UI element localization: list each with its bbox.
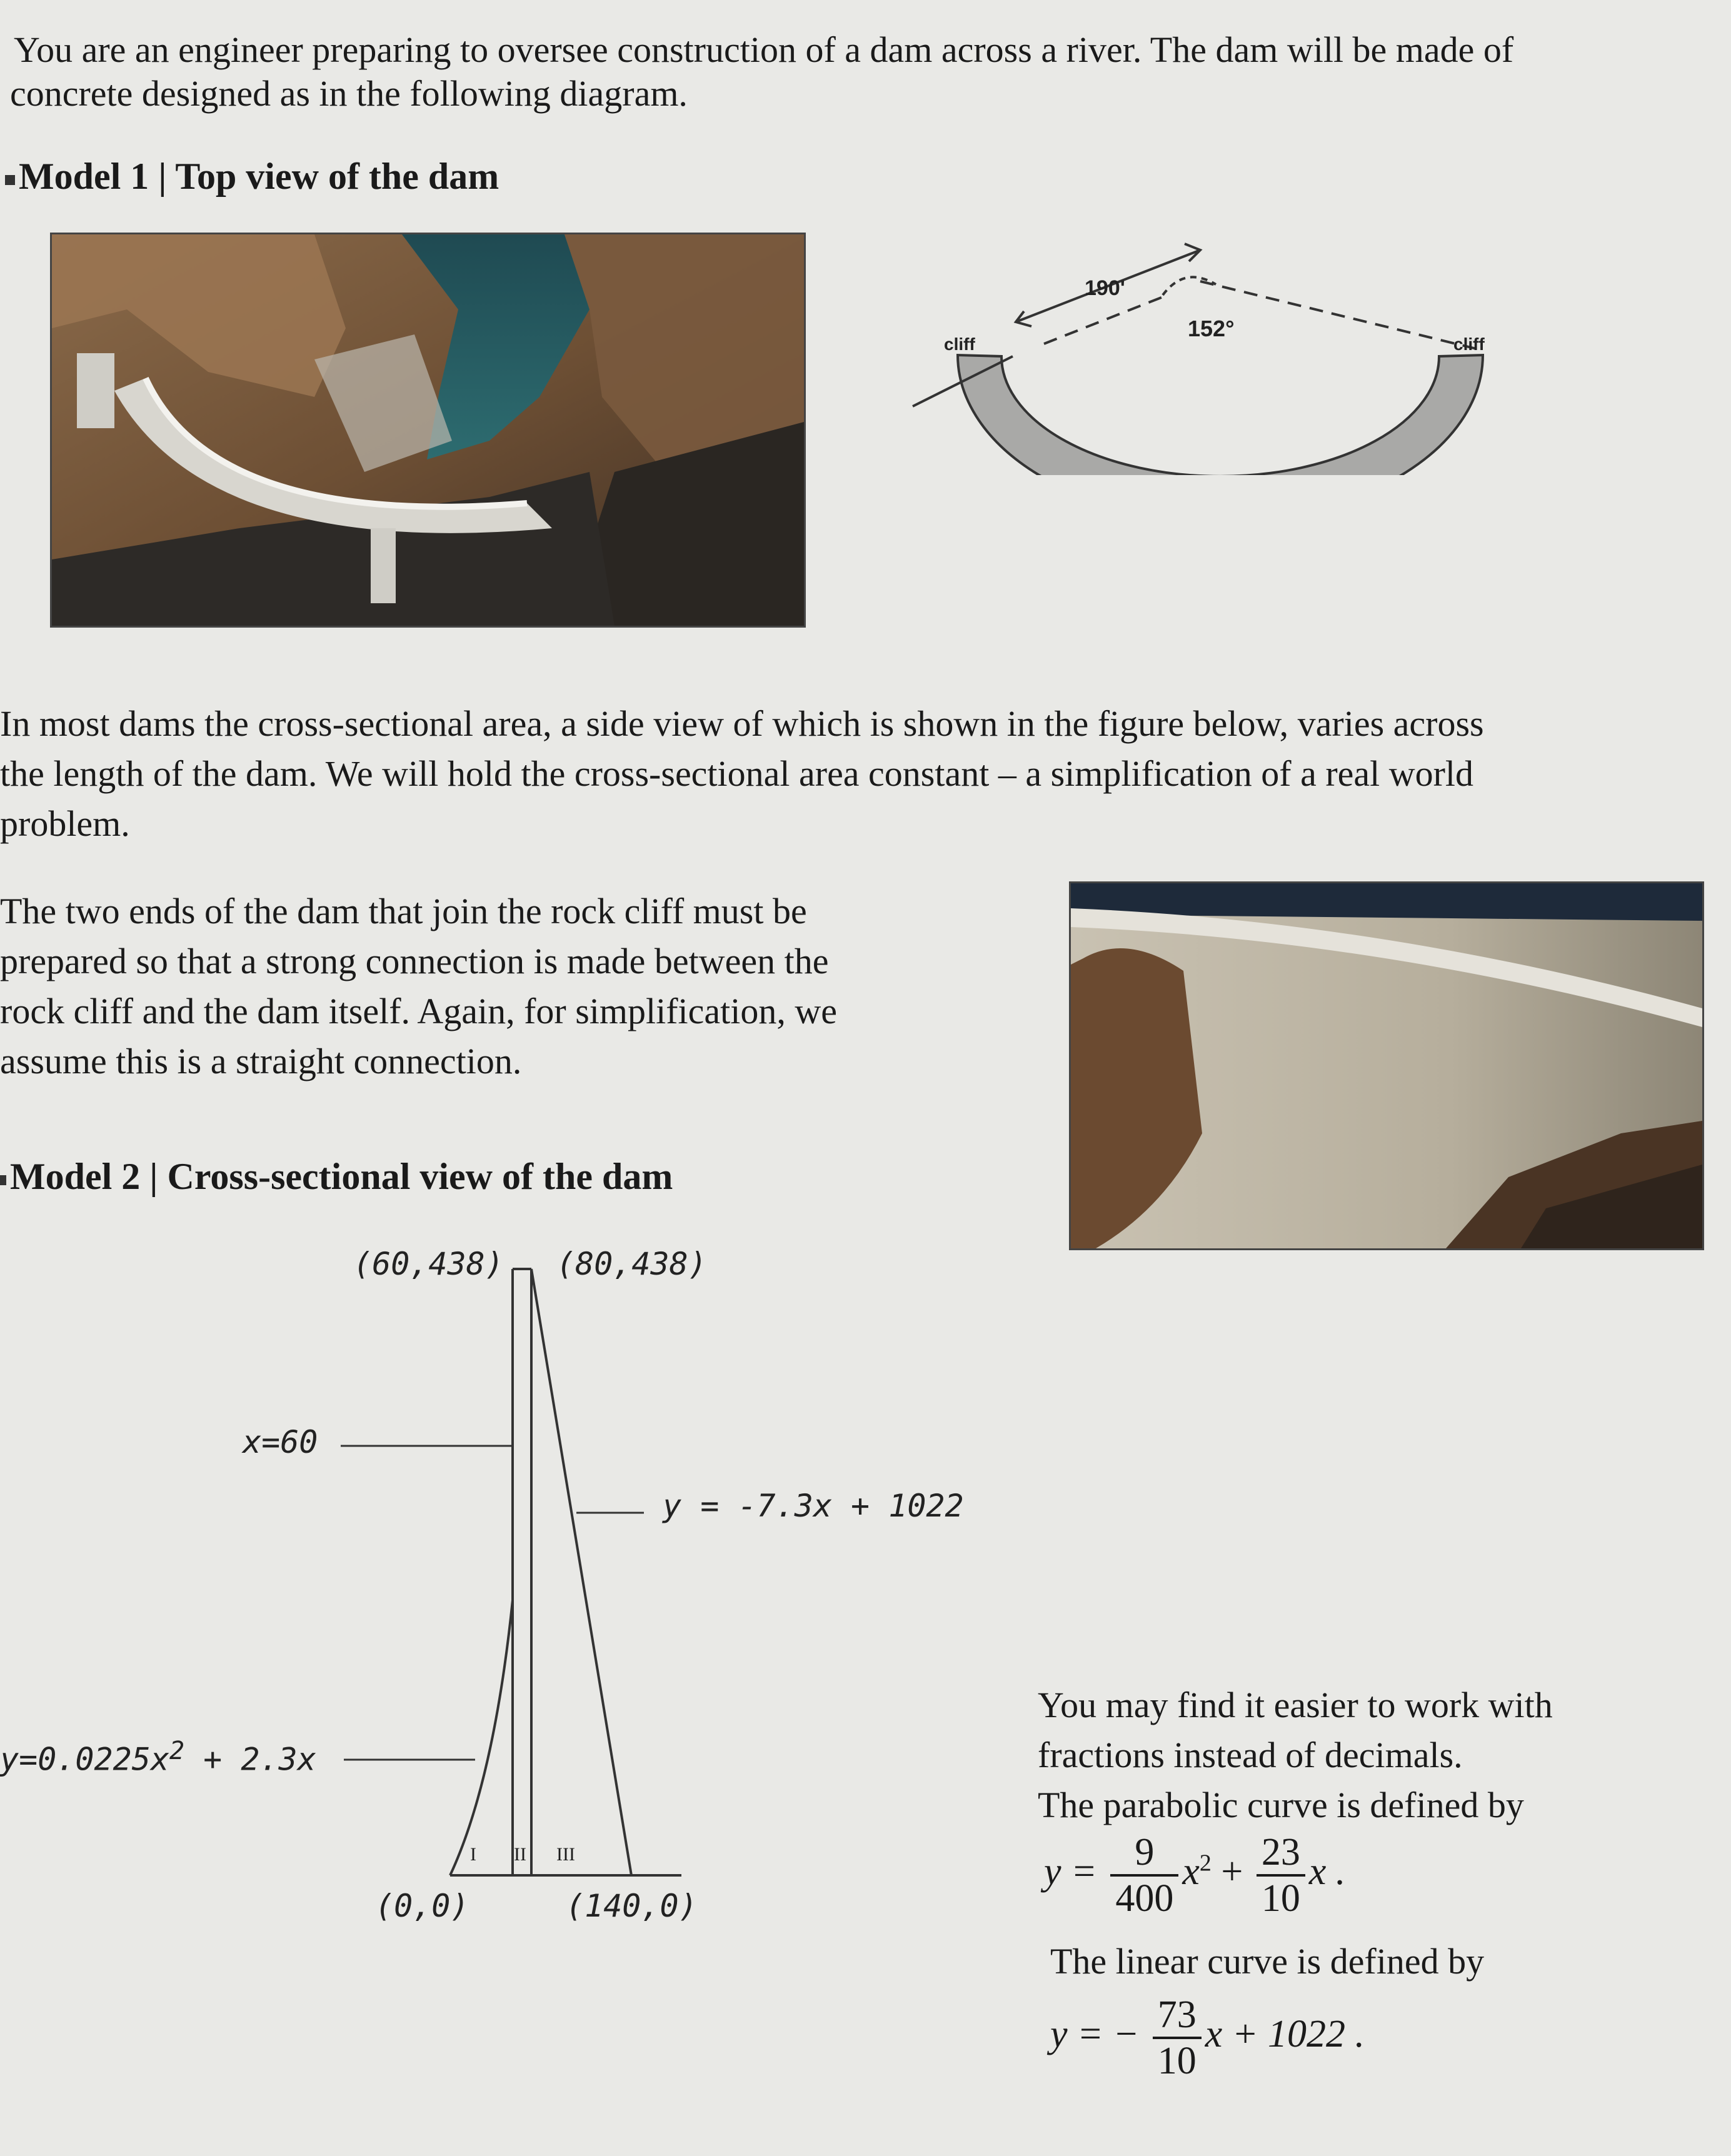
dam-face-photo bbox=[1069, 881, 1704, 1250]
parabola-eq-tail: + 2.3x bbox=[203, 1741, 316, 1778]
ends-text-line-3: rock cliff and the dam itself. Again, for simplification, we bbox=[0, 991, 838, 1031]
model2-heading-text: Model 2 | Cross-sectional view of the dam bbox=[10, 1156, 673, 1197]
dam-arc-shape bbox=[958, 355, 1483, 475]
region-2-label: II bbox=[514, 1844, 526, 1865]
linear-face bbox=[531, 1269, 631, 1875]
denominator: 400 bbox=[1115, 1877, 1174, 1920]
denominator: 10 bbox=[1157, 2040, 1197, 2082]
label-origin: (0,0) bbox=[375, 1888, 469, 1924]
fraction-9-400 bbox=[1110, 1830, 1178, 1920]
bullet-icon bbox=[5, 175, 15, 185]
x-variable-end: x . bbox=[1308, 1850, 1346, 1893]
numerator: 9 bbox=[1110, 1830, 1178, 1877]
length-label: 190' bbox=[1085, 276, 1125, 300]
section-text-line-1: In most dams the cross-sectional area, a side view of which is shown in the figure below, varies across bbox=[0, 703, 1484, 744]
linear-y: y = − bbox=[1050, 2013, 1140, 2056]
plus-sign: + bbox=[1221, 1850, 1243, 1893]
numerator: 23 bbox=[1257, 1830, 1305, 1877]
parabola-eq-exponent: 2 bbox=[169, 1737, 185, 1765]
left-cliff-label: cliff bbox=[944, 334, 975, 354]
bullet-icon bbox=[0, 1175, 6, 1185]
label-linear-eq: y = -7.3x + 1022 bbox=[663, 1488, 964, 1524]
linear-tail: x + 1022 . bbox=[1205, 2013, 1365, 2056]
model2-heading bbox=[0, 1155, 673, 1198]
model1-heading-text: Model 1 | Top view of the dam bbox=[19, 156, 499, 197]
hint-line-1: You may find it easier to work with bbox=[1038, 1685, 1553, 1725]
label-parabola-eq bbox=[0, 1737, 316, 1778]
label-top-right: (80,438) bbox=[556, 1246, 707, 1282]
intro-line-1: You are an engineer preparing to oversee construction of a dam across a river. The dam will be made of bbox=[14, 29, 1514, 70]
parabola-eq-main: y=0.0225x bbox=[0, 1741, 169, 1778]
top-view-diagram bbox=[900, 225, 1513, 475]
right-cliff-label: cliff bbox=[1453, 334, 1485, 354]
parabolic-face bbox=[450, 1600, 513, 1875]
chord-dashed-right bbox=[1200, 281, 1482, 350]
parabola-y: y = bbox=[1044, 1850, 1097, 1893]
hint-line-2: fractions instead of decimals. bbox=[1038, 1735, 1463, 1775]
intro-line-2: concrete designed as in the following diagram. bbox=[10, 73, 688, 114]
angle-arc bbox=[1163, 277, 1216, 295]
fraction-73-10 bbox=[1153, 1993, 1202, 2083]
ends-text-line-4: assume this is a straight connection. bbox=[0, 1041, 522, 1081]
numerator: 73 bbox=[1153, 1993, 1202, 2039]
label-x60: x=60 bbox=[243, 1424, 318, 1460]
linear-fraction-equation bbox=[1050, 1993, 1365, 2083]
fraction-23-10 bbox=[1257, 1830, 1305, 1920]
dam-aerial-photo bbox=[50, 233, 806, 628]
parabola-fraction-equation bbox=[1044, 1830, 1345, 1920]
ends-text-line-1: The two ends of the dam that join the rock cliff must be bbox=[0, 891, 807, 931]
hint-line-3: The parabolic curve is defined by bbox=[1038, 1785, 1524, 1825]
section-text-line-3: problem. bbox=[0, 803, 130, 844]
model1-heading bbox=[5, 155, 499, 198]
section-text-line-2: the length of the dam. We will hold the cross-sectional area constant – a simplification of a real world bbox=[0, 753, 1474, 794]
denominator: 10 bbox=[1261, 1877, 1300, 1920]
cross-section-diagram bbox=[0, 1238, 1063, 1925]
label-end: (140,0) bbox=[566, 1888, 698, 1924]
x-variable: x bbox=[1182, 1850, 1200, 1893]
label-top-left: (60,438) bbox=[353, 1246, 504, 1282]
hint-line-4: The linear curve is defined by bbox=[1050, 1941, 1485, 1982]
exponent: 2 bbox=[1199, 1850, 1212, 1877]
region-1-label: I bbox=[470, 1844, 476, 1865]
region-3-label: III bbox=[556, 1844, 575, 1865]
ends-text-line-2: prepared so that a strong connection is made between the bbox=[0, 941, 829, 981]
angle-label: 152° bbox=[1188, 316, 1235, 341]
